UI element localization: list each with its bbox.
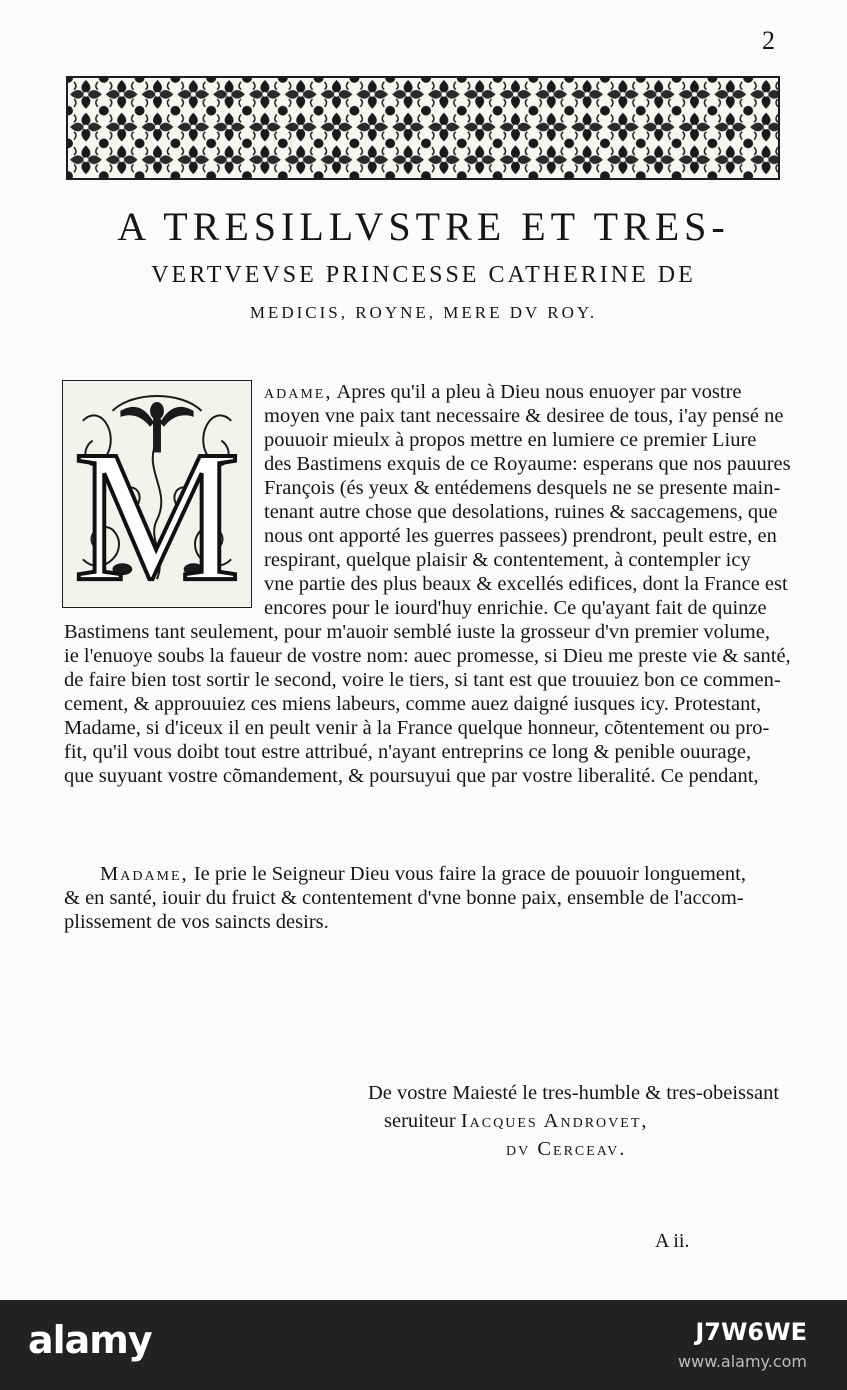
body-line-16: fit, qu'il vous doibt tout estre attribué, n'ayant entreprins ce long & penible ouurage, [64, 741, 752, 763]
ornament-pattern [68, 78, 778, 178]
closing-line-1 [100, 862, 746, 886]
signature-author-name: Iacques Androvet, [460, 1110, 649, 1132]
drop-cap-letter: M [73, 411, 241, 607]
dedication-title-line-3: MEDICIS, ROYNE, MERE DV ROY. [249, 303, 598, 322]
body-line-14: cement, & approuuiez ces miens labeurs, comme auez daigné iusques icy. Protestant, [64, 693, 762, 715]
body-line-1 [264, 380, 742, 404]
closing-line-2: & en santé, iouir du fruict & contentement d'vne bonne paix, ensemble de l'accom- [64, 887, 744, 909]
body-line-5: François (és yeux & entédemens desquels ne se presente main- [264, 477, 781, 499]
signature-servant-label: seruiteur [384, 1110, 456, 1132]
body-line-15: Madame, si d'iceux il en peult venir à la France quelque honneur, cõtentement ou pro- [64, 717, 770, 739]
signature-line-3: dv Cerceav. [506, 1138, 627, 1160]
closing-lead-word: Madame, [100, 863, 189, 885]
watermark-url: www.alamy.com [678, 1352, 807, 1371]
dedication-title-line-1: A TRESILLVSTRE ET TRES- [117, 204, 730, 249]
body-line-4: des Bastimens exquis de ce Royaume: esperans que nos pauures [264, 453, 791, 475]
watermark-image-id: J7W6WE [695, 1318, 807, 1346]
ornamental-header-band [66, 76, 780, 180]
watermark-logo: alamy [28, 1318, 152, 1362]
body-line-9: vne partie des plus beaux & excellés edifices, dont la France est [264, 573, 788, 595]
body-line-10: encores pour le iourd'huy enrichie. Ce qu'ayant fait de quinze [264, 597, 767, 619]
body-line-6: tenant autre chose que desolations, ruines & saccagemens, que [264, 501, 778, 523]
closing-line-1-text: Ie prie le Seigneur Dieu vous faire la grace de pouuoir longuement, [188, 863, 746, 885]
closing-line-3: plissement de vos saincts desirs. [64, 911, 329, 933]
page-number: 2 [762, 26, 775, 55]
folio-signature-mark: A ii. [655, 1230, 690, 1252]
dedication-title-line-2: VERTVEVSE PRINCESSE CATHERINE DE [151, 262, 696, 288]
body-line-13: de faire bien tost sortir le second, voire le tiers, si tant est que trouuiez bon ce commen- [64, 669, 781, 691]
body-line-17: que suyuant vostre cõmandement, & poursuyui que par vostre liberalité. Ce pendant, [64, 765, 759, 787]
decorated-initial-art [63, 381, 251, 607]
body-line-7: nous ont apporté les guerres passees) prendront, peult estre, en [264, 525, 777, 547]
decorated-initial [62, 380, 252, 608]
body-line-1-text: Apres qu'il a pleu à Dieu nous enuoyer par vostre [332, 381, 742, 403]
body-line-8: respirant, quelque plaisir & contentement, à contempler icy [264, 549, 751, 571]
signature-line-2 [384, 1110, 649, 1133]
signature-line-1: De vostre Maiesté le tres-humble & tres-obeissant [368, 1082, 780, 1104]
body-lead-word: adame, [264, 381, 333, 403]
body-line-2: moyen vne paix tant necessaire & desiree de tous, i'ay pensé ne [264, 405, 784, 427]
body-line-11: Bastimens tant seulement, pour m'auoir semblé iuste la grosseur d'vn premier volume, [64, 621, 770, 643]
body-line-3: pouuoir mieulx à propos mettre en lumiere ce premier Liure [264, 429, 757, 451]
body-line-12: ie l'enuoye soubs la faueur de vostre nom: auec promesse, si Dieu me preste vie & santé, [64, 645, 791, 667]
